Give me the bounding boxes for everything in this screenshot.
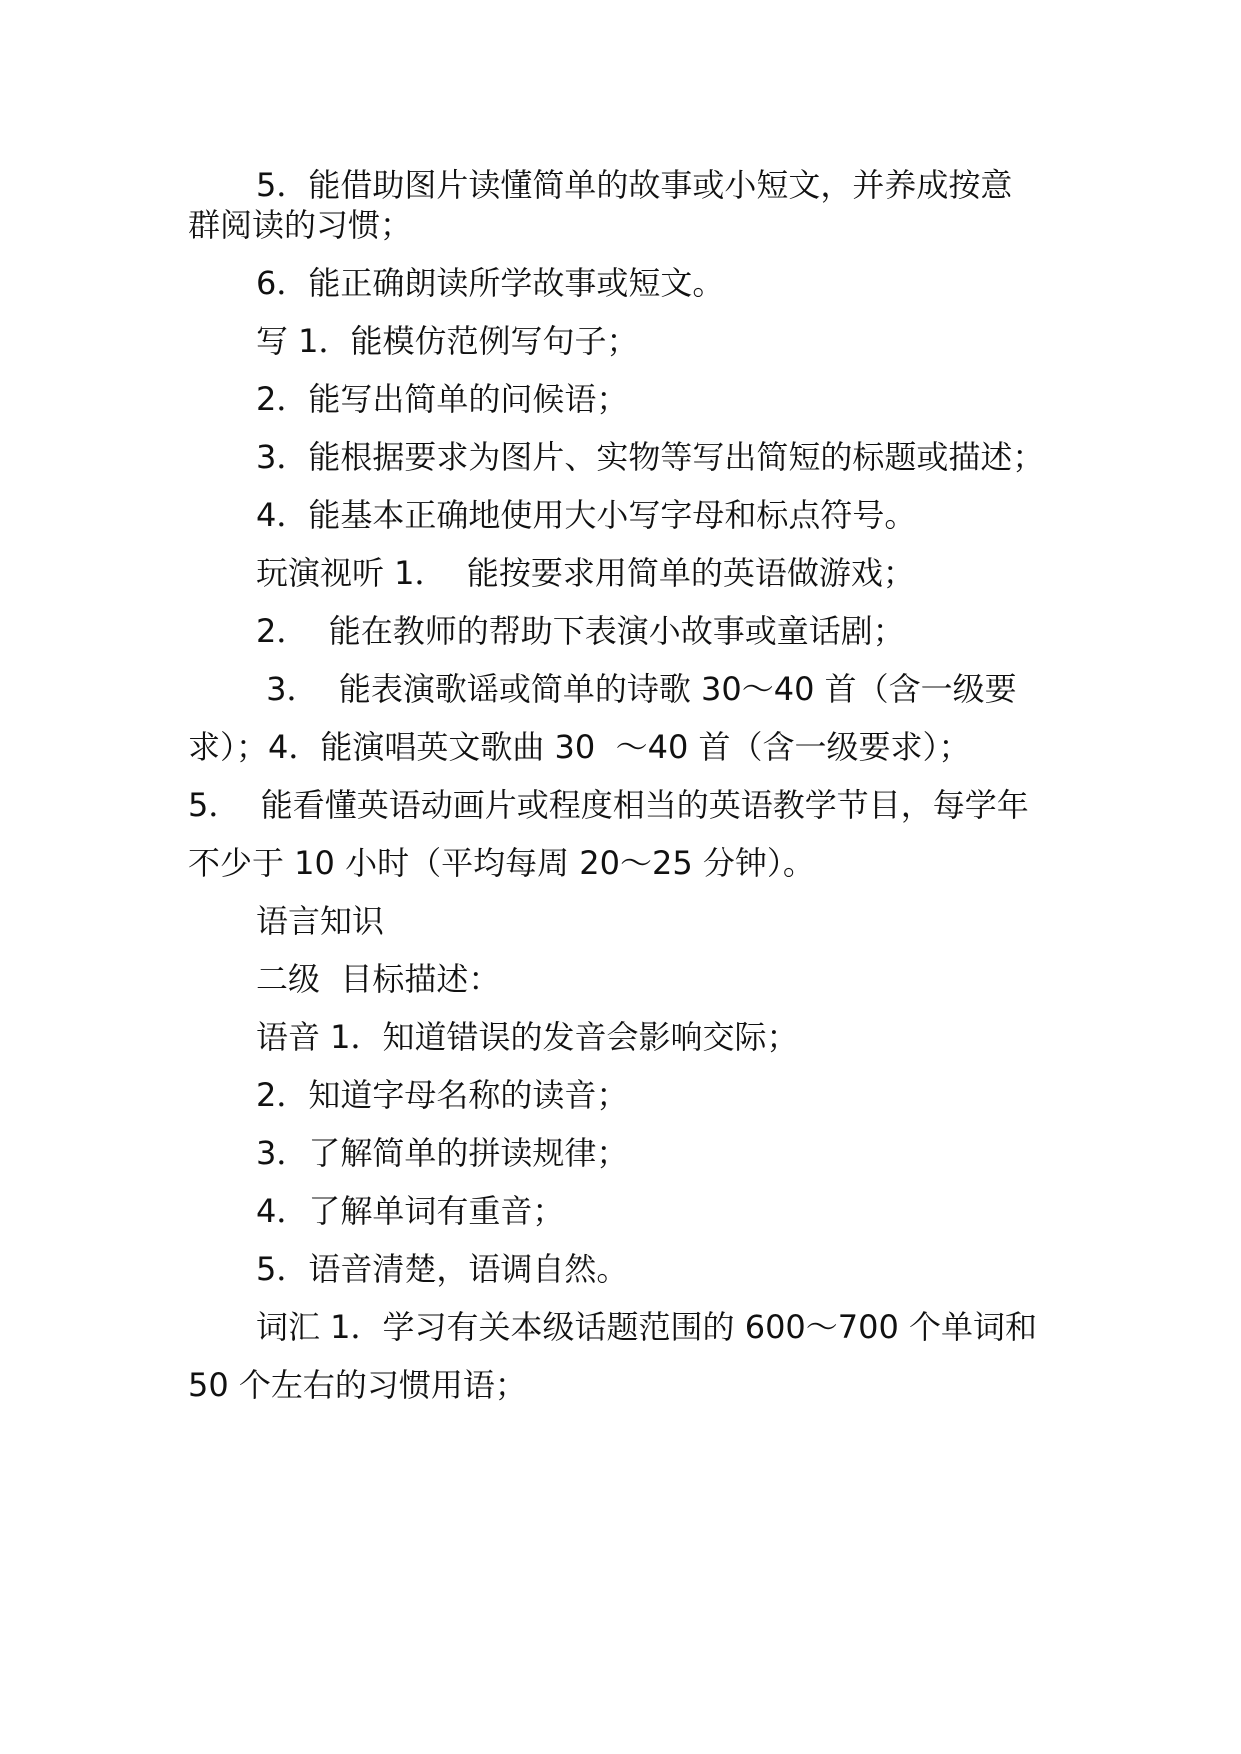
text-line: 3． 能表演歌谣或简单的诗歌 30～40 首（含一级要 (256, 670, 1017, 708)
text-line: 50 个左右的习惯用语； (188, 1366, 527, 1404)
text-line: 语言知识 (256, 902, 385, 940)
text-line: 求）；4．能演唱英文歌曲 30 ～40 首（含一级要求）； (188, 728, 971, 766)
text-line: 语音 1．知道错误的发音会影响交际； (256, 1018, 799, 1056)
text-line: 群阅读的习惯； (188, 206, 413, 244)
text-line: 玩演视听 1． 能按要求用简单的英语做游戏； (256, 554, 915, 592)
text-line: 4．能基本正确地使用大小写字母和标点符号。 (256, 496, 917, 534)
text-line: 不少于 10 小时（平均每周 20～25 分钟）。 (188, 844, 815, 882)
text-line: 2．知道字母名称的读音； (256, 1076, 629, 1114)
text-line: 5． 能看懂英语动画片或程度相当的英语教学节目，每学年 (188, 786, 1029, 824)
text-line: 4．了解单词有重音； (256, 1192, 565, 1230)
text-line: 2．能写出简单的问候语； (256, 380, 629, 418)
text-line: 5．语音清楚，语调自然。 (256, 1250, 629, 1288)
text-line: 词汇 1．学习有关本级话题范围的 600～700 个单词和 (256, 1308, 1038, 1346)
text-line: 5．能借助图片读懂简单的故事或小短文，并养成按意 (256, 166, 1013, 204)
text-line: 3．能根据要求为图片、实物等写出简短的标题或描述； (256, 438, 1045, 476)
text-line: 3．了解简单的拼读规律； (256, 1134, 629, 1172)
text-line: 6．能正确朗读所学故事或短文。 (256, 264, 725, 302)
text-line: 二级 目标描述： (256, 960, 501, 998)
text-line: 2． 能在教师的帮助下表演小故事或童话剧； (256, 612, 905, 650)
text-line: 写 1．能模仿范例写句子； (256, 322, 639, 360)
